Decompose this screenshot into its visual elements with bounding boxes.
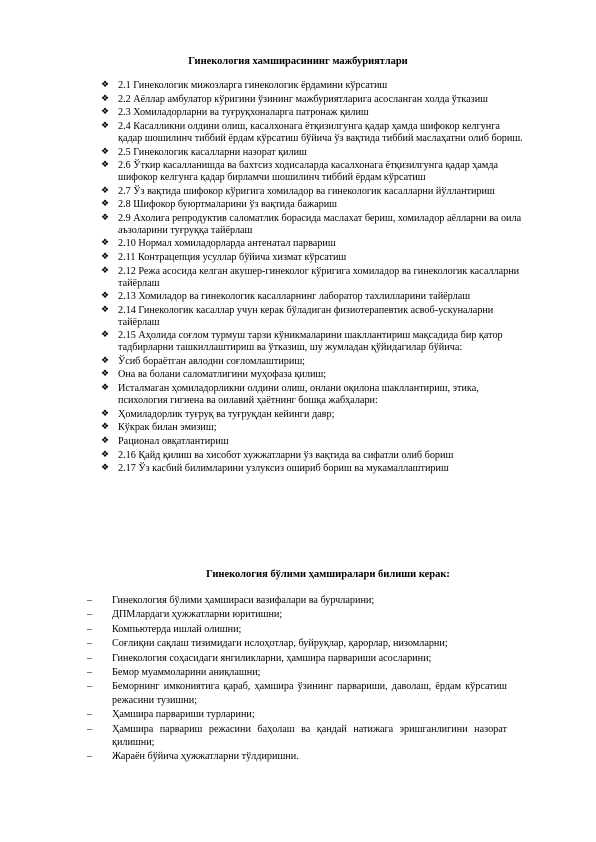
duty-item <box>101 450 523 462</box>
four-diamond-bullet-icon: ❖ <box>101 422 110 433</box>
knowledge-item-text: ДПМлардаги ҳужжатларни юритишни; <box>112 609 283 621</box>
four-diamond-bullet-icon: ❖ <box>101 355 110 366</box>
duty-item <box>101 213 523 236</box>
duty-item-text: 2.7 Ўз вақтида шифокор кўригига хомиладор ва гинекологик касалларни йўллантириш <box>118 185 495 197</box>
knowledge-item-text: Гинекология соҳасидаги янгиликларни, ҳамшира парвариши асосларини; <box>112 652 432 664</box>
duty-item-text: 2.16 Қайд қилиш ва хисобот хужжатларни ўз вақтида ва сифатли олиб бориш <box>118 449 454 461</box>
four-diamond-bullet-icon: ❖ <box>101 291 110 302</box>
knowledge-item <box>87 608 507 621</box>
dash-marker: – <box>87 638 93 650</box>
duty-item-text: 2.5 Гинекологик касалларни назорат қилиш <box>118 146 307 158</box>
four-diamond-bullet-icon: ❖ <box>101 185 110 196</box>
dash-marker: – <box>87 595 93 606</box>
duty-item-text: 2.1 Гинекологик мижозларга гинекологик ёрдамини кўрсатиш <box>118 80 388 91</box>
four-diamond-bullet-icon: ❖ <box>101 252 110 263</box>
knowledge-item-text: Соғлиқни сақлаш тизимидаги ислоҳотлар, буйруқлар, қарорлар, низомларни; <box>112 638 448 650</box>
four-diamond-bullet-icon: ❖ <box>101 383 110 394</box>
dash-marker: – <box>87 623 93 635</box>
dash-marker: – <box>87 709 93 721</box>
duty-item <box>101 199 523 211</box>
knowledge-item-text: Ҳамшира парвариши турларини; <box>112 709 255 721</box>
four-diamond-bullet-icon: ❖ <box>101 107 110 118</box>
knowledge-item-text: Жараён бўйича ҳужжатларни тўлдиришни. <box>112 751 299 763</box>
four-diamond-bullet-icon: ❖ <box>101 121 110 132</box>
four-diamond-bullet-icon: ❖ <box>101 199 110 210</box>
duty-item-text: 2.3 Хомиладорларни ва туғруқхоналарга патронаж қилиш <box>118 107 369 119</box>
duty-item <box>101 94 523 106</box>
duty-item-text: 2.8 Шифокор буюртмаларини ўз вақтида бажариш <box>118 199 337 211</box>
four-diamond-bullet-icon: ❖ <box>101 265 110 276</box>
four-diamond-bullet-icon: ❖ <box>101 408 110 419</box>
knowledge-item <box>87 708 507 721</box>
knowledge-item <box>87 750 507 763</box>
duty-item-text: 2.15 Аҳолида соғлом турмуш тарзи кўникмаларини шакллантириш мақсадида бир қатор тадбирларни ташкиллаштириш ва ўтказиш, шу жумладан қўйидагилар бўйича: <box>118 330 503 354</box>
duty-item <box>101 436 523 448</box>
duty-item-text: 2.4 Касалликни олдини олиш, касалхонага ётқизилгунга қадар ҳамда шифокор келгунга қадар шошилинч тиббий ёрдам кўрсатиш бўйича ўз вақтида тиббий маслаҳатни олиб бориш. <box>118 121 523 144</box>
duty-item <box>101 369 523 381</box>
duty-item <box>101 383 523 406</box>
knowledge-item-text: Ҳамшира парвариш режасини баҳолаш ва қандай натижага эришганлигини назорат қилишни; <box>112 723 507 749</box>
knowledge-item <box>87 652 507 665</box>
duty-item <box>101 422 523 434</box>
four-diamond-bullet-icon: ❖ <box>101 160 110 171</box>
duty-item-text: 2.13 Хомиладор ва гинекологик касалларнинг лаборатор тахлилларини тайёрлаш <box>118 291 471 303</box>
duties-list <box>101 80 523 477</box>
four-diamond-bullet-icon: ❖ <box>101 449 110 460</box>
dash-marker: – <box>87 751 93 763</box>
dash-marker: – <box>87 667 93 679</box>
knowledge-item-text: Гинекология бўлими ҳамшираси вазифалари ва бурчларини; <box>112 595 375 606</box>
duty-item-text: 2.9 Ахолига репродуктив саломатлик борасида маслахат бериш, хомиладор аёлларни ва оила аъзоларини туғруққа тайёрлаш <box>118 213 522 236</box>
duty-item-text: 2.10 Нормал хомиладорларда антенатал парвариш <box>118 238 336 250</box>
four-diamond-bullet-icon: ❖ <box>101 146 110 157</box>
duty-item <box>101 463 523 475</box>
duty-item <box>101 80 523 92</box>
duty-item <box>101 252 523 264</box>
duty-item-text: 2.6 Ўткир касалланишда ва бахтсиз ходисаларда касалхонага ётқизилгунга қадар ҳамда шифокор келгунга қадар бирламчи шошилинч тиббий ёрдам кўрсатиш <box>118 160 499 183</box>
four-diamond-bullet-icon: ❖ <box>101 238 110 249</box>
duty-item <box>101 409 523 421</box>
duty-item-text: Кўкрак билан эмизиш; <box>118 422 217 434</box>
duty-item-text: Рационал овқатлантириш <box>118 435 229 447</box>
duty-item-text: Исталмаган ҳомиладорликни олдини олиш, онлани оқилона шакллантириш, этика, психология гигиена ва оилавий ҳаётнинг бошқа жабҳалари: <box>118 383 479 406</box>
duty-item-text: 2.14 Гинекологик касаллар учун керак бўладиган физиотерапевтик асвоб-ускуналарни тайёрлаш <box>118 304 494 328</box>
knowledge-item-text: Компьютерда ишлай олишни; <box>112 623 242 635</box>
four-diamond-bullet-icon: ❖ <box>101 304 110 315</box>
duty-item <box>101 160 523 183</box>
knowledge-item <box>87 723 507 750</box>
dash-marker: – <box>87 609 93 621</box>
four-diamond-bullet-icon: ❖ <box>101 463 110 474</box>
knowledge-item-text: Беморнинг имкониятига қараб, ҳамшира ўзининг парвариши, даволаш, ёрдам кўрсатиш режасини тузишни; <box>112 681 507 706</box>
dash-marker: – <box>87 723 93 735</box>
knowledge-item <box>87 666 507 679</box>
knowledge-title: Гинекология бўлими ҳамширалари билиши керак: <box>206 569 450 580</box>
duty-item-text: 2.17 Ўз касбий билимларини узлуксиз ошириб бориш ва мукамаллаштириш <box>118 463 449 475</box>
duty-item-text: Ҳомиладорлик туғруқ ва туғруқдан кейинги давр; <box>118 408 335 420</box>
four-diamond-bullet-icon: ❖ <box>101 93 110 104</box>
dash-marker: – <box>87 652 93 664</box>
duty-item <box>101 330 523 353</box>
duty-item-text: Ўсиб бораётган авлодни соғломлаштириш; <box>118 355 305 367</box>
duty-item-text: 2.2 Аёллар амбулатор кўригини ўзининг мажбуриятларига асосланган холда ўтказиш <box>118 93 488 105</box>
duty-item <box>101 291 523 303</box>
knowledge-list <box>87 594 507 765</box>
four-diamond-bullet-icon: ❖ <box>101 213 110 224</box>
duties-title: Гинекология хамширасининг мажбуриятлари <box>188 56 408 67</box>
dash-marker: – <box>87 681 93 693</box>
duty-item <box>101 238 523 250</box>
duty-item <box>101 107 523 119</box>
four-diamond-bullet-icon: ❖ <box>101 80 110 90</box>
duty-item <box>101 266 523 289</box>
knowledge-item <box>87 623 507 636</box>
duty-item <box>101 356 523 368</box>
knowledge-item-text: Бемор муаммоларини аниқлашни; <box>112 667 261 679</box>
duty-item-text: 2.12 Режа асосида келган акушер-гинеколог кўригига хомиладор ва гинекологик касалларни тайёрлаш <box>118 265 520 289</box>
duty-item <box>101 147 523 159</box>
knowledge-item <box>87 680 507 707</box>
four-diamond-bullet-icon: ❖ <box>101 435 110 446</box>
duty-item <box>101 186 523 198</box>
knowledge-item <box>87 637 507 650</box>
duty-item-text: Она ва болани саломатлигини муҳофаза қилиш; <box>118 369 327 381</box>
duty-item <box>101 121 523 144</box>
four-diamond-bullet-icon: ❖ <box>101 369 110 380</box>
knowledge-item <box>87 594 507 607</box>
duty-item <box>101 305 523 328</box>
four-diamond-bullet-icon: ❖ <box>101 330 110 341</box>
duty-item-text: 2.11 Контрацепция усуллар бўйича хизмат кўрсатиш <box>118 252 347 264</box>
